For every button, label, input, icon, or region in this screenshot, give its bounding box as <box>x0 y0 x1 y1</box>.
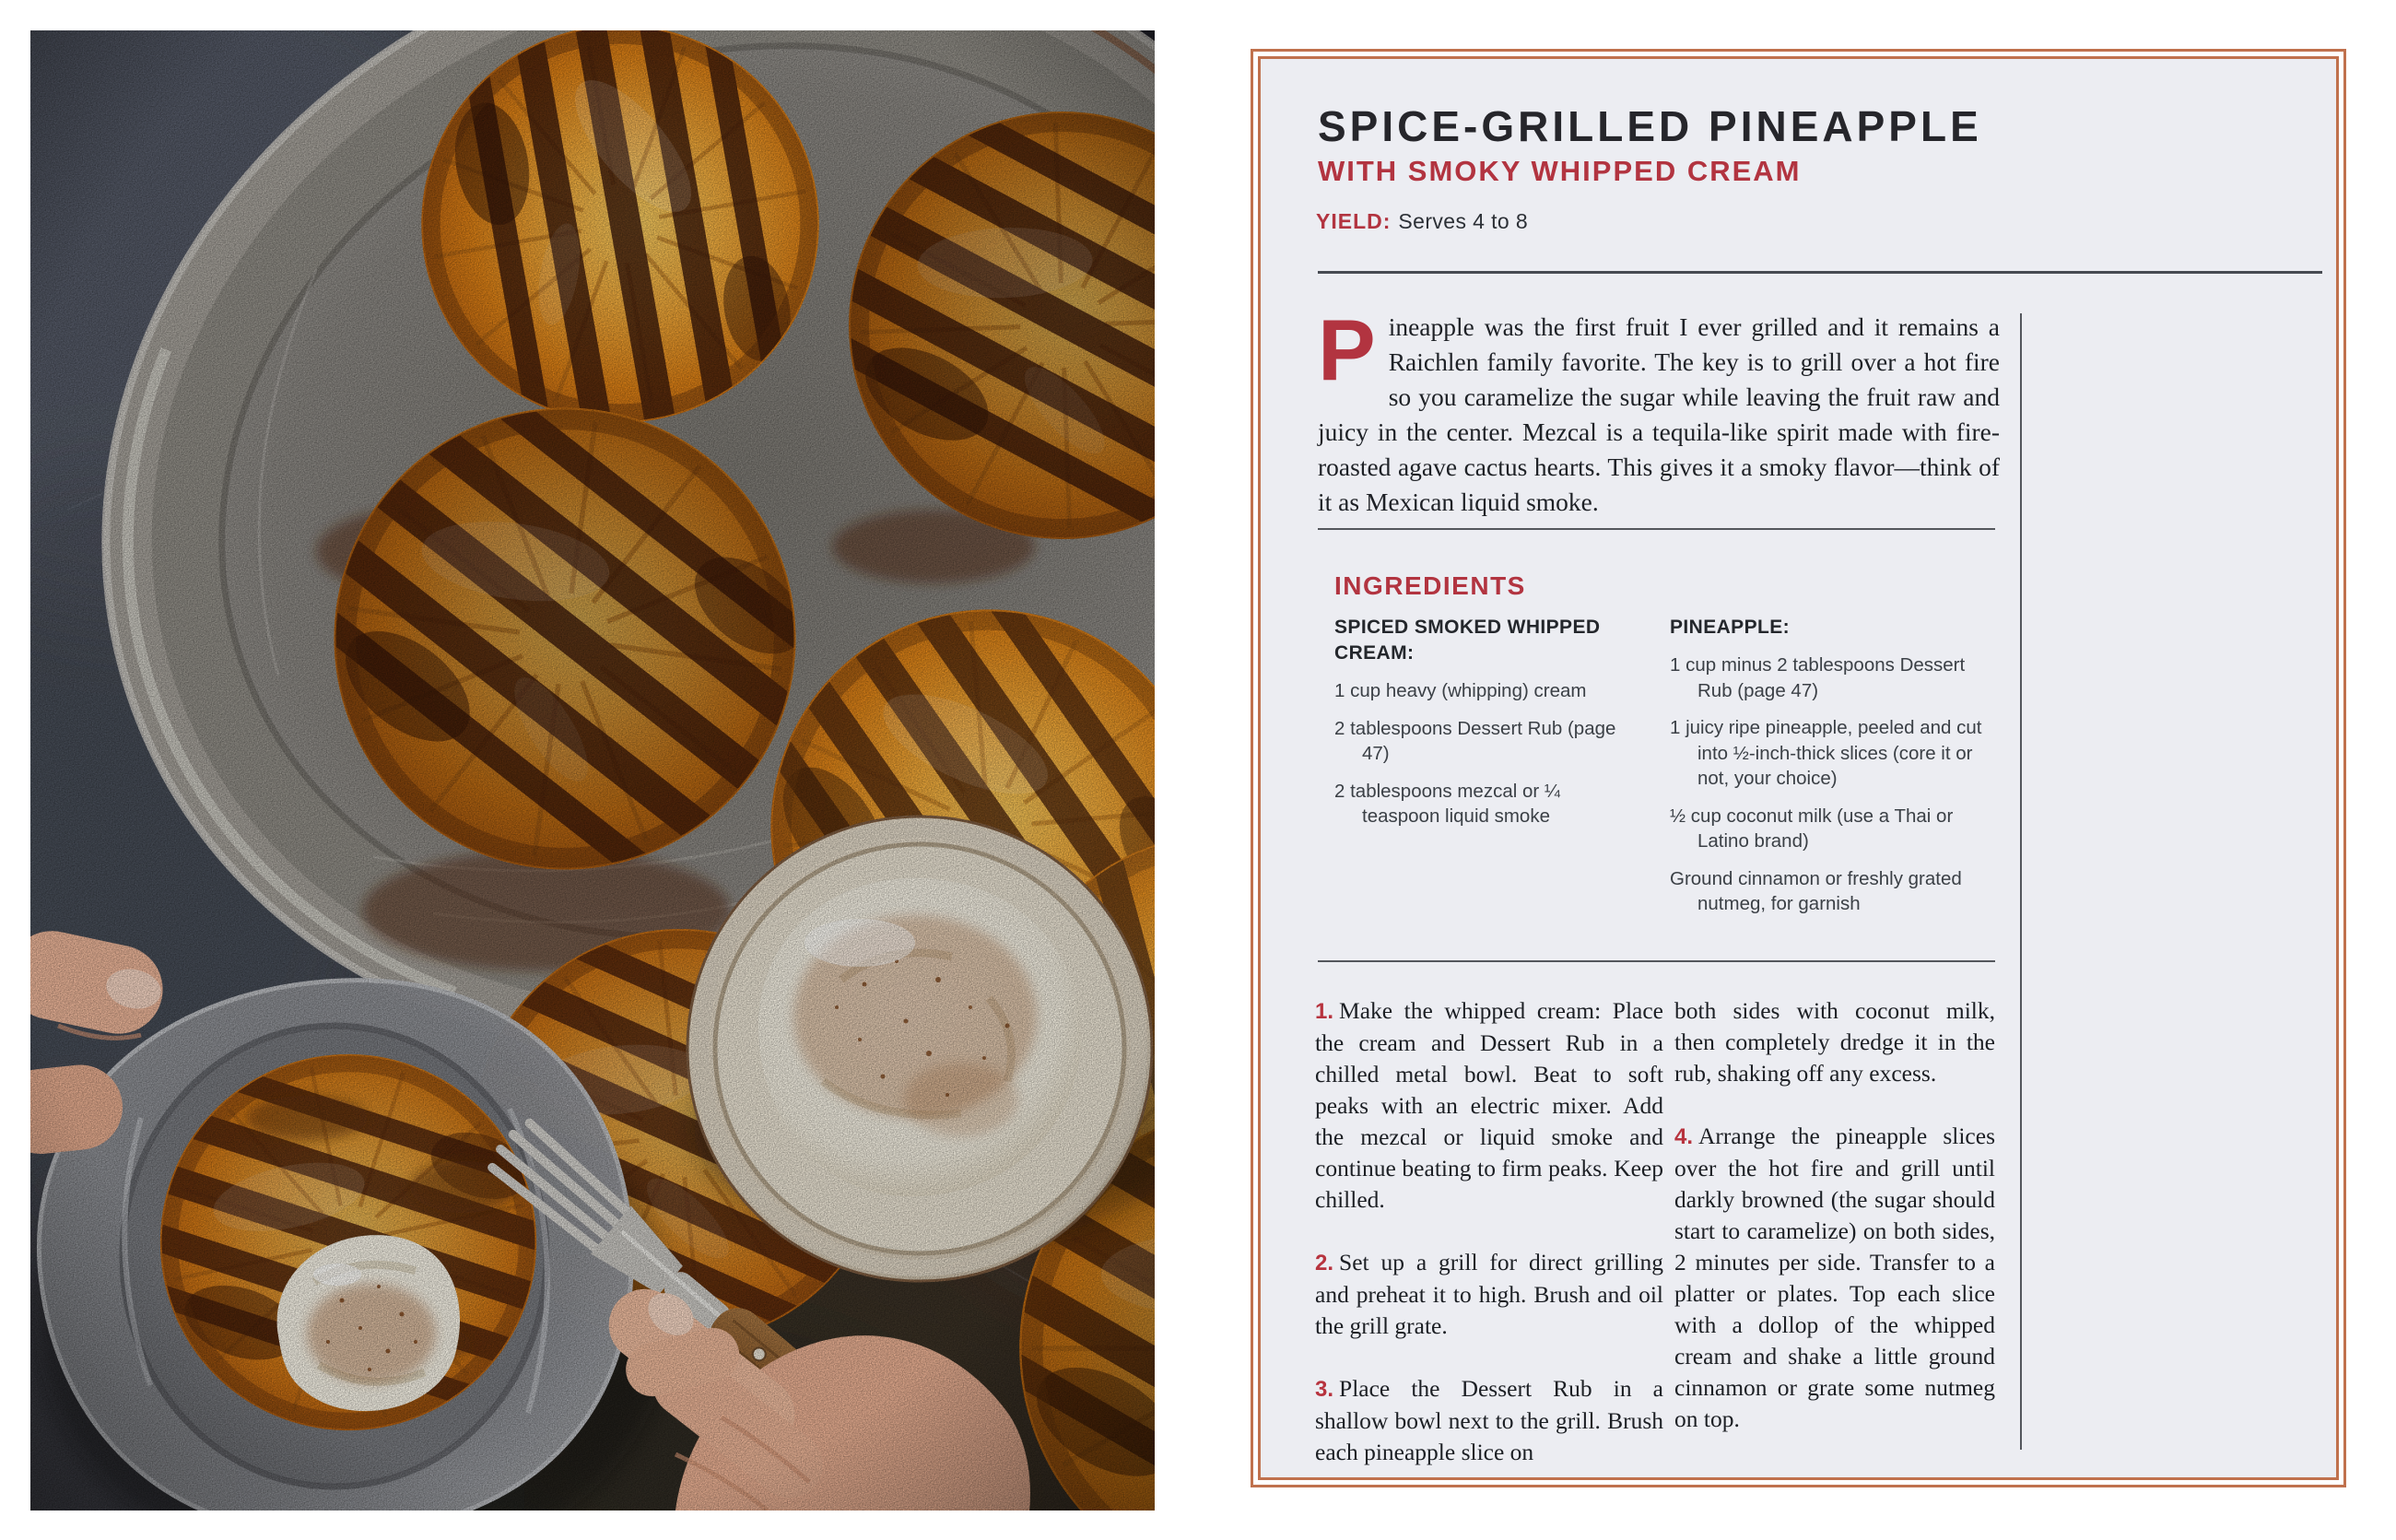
intro-paragraph <box>1318 301 2000 520</box>
ingredient-item: ½ cup coconut milk (use a Thai or Latino brand) <box>1670 805 1954 852</box>
step-number: 2. <box>1315 1251 1334 1275</box>
divider-rule-top <box>1318 271 2322 274</box>
ingredient-item: 1 cup heavy (whipping) cream <box>1334 680 1587 701</box>
step-number: 1. <box>1315 999 1334 1024</box>
intro-text: ineapple was the first fruit I ever grilled and it remains a Raichlen family favorite. The key is to grill over a hot fire so you caramelize the sugar while leaving the fruit raw and juicy in the center. Mezcal is a tequila-like spirit made with fire-roasted agave cactus hearts. This gives it a smoky flavor—think of it as Mexican liquid smoke. <box>1318 312 2000 516</box>
step-text: Place the Dessert Rub in a shallow bowl next to the grill. Brush each pineapple slice on <box>1315 1375 1663 1465</box>
recipe-page-border <box>1251 49 2346 1487</box>
step-text: Set up a grill for direct grilling and preheat it to high. Brush and oil the grill grate. <box>1315 1249 1663 1339</box>
steps-column-1 <box>1315 995 1663 1499</box>
ingredient-column-header: SPICED SMOKED WHIPPED CREAM: <box>1334 617 1601 664</box>
divider-rule-ingredients-bottom <box>1318 960 1995 962</box>
yield-value: Serves 4 to 8 <box>1398 209 1529 233</box>
ingredient-item: 1 cup minus 2 tablespoons Dessert Rub (page 47) <box>1670 654 1966 701</box>
step <box>1674 1121 1995 1435</box>
photo-grain <box>30 30 1155 1511</box>
step-number: 4. <box>1674 1124 1694 1149</box>
step <box>1315 1247 1663 1342</box>
step-continuation <box>1674 995 1995 1089</box>
ingredient-column-header: PINEAPPLE: <box>1670 617 1791 638</box>
yield-line <box>1316 209 1528 234</box>
step-text: both sides with coconut milk, then completely dredge it in the rub, shaking off any excess. <box>1674 997 1995 1087</box>
drop-cap: P <box>1318 301 1376 398</box>
step <box>1315 995 1663 1216</box>
ingredient-item: 2 tablespoons Dessert Rub (page 47) <box>1334 717 1616 764</box>
ingredients-heading: INGREDIENTS <box>1334 571 1526 600</box>
step-text: Arrange the pineapple slices over the hot fire and grill until darkly browned (the sugar should start to caramelize) on both sides, 2 minutes per side. Transfer to a platter or plates. Top each slice with a dollop of the whipped cream and shake a little ground cinnamon or grate some nutmeg on top. <box>1674 1123 1995 1432</box>
recipe-title: SPICE-GRILLED PINEAPPLE <box>1318 102 1982 150</box>
steps-column-2 <box>1674 995 1995 1466</box>
yield-label: YIELD: <box>1316 209 1392 233</box>
ingredient-item: 1 juicy ripe pineapple, peeled and cut into ½-inch-thick slices (core it or not, your choice) <box>1670 717 1982 789</box>
ingredient-column-cream <box>1334 615 1638 829</box>
ingredient-item: Ground cinnamon or freshly grated nutmeg, for garnish <box>1670 867 1962 914</box>
step-text: Make the whipped cream: Place the cream and Dessert Rub in a chilled metal bowl. Beat to soft peaks with an electric mixer. Add the mezcal or liquid smoke and continue beating to firm peaks. Keep chilled. <box>1315 997 1663 1213</box>
ingredient-item: 2 tablespoons mezcal or ¼ teaspoon liquid smoke <box>1334 780 1560 827</box>
step-number: 3. <box>1315 1377 1334 1402</box>
recipe-page <box>1258 56 2339 1480</box>
step <box>1315 1373 1663 1468</box>
margin-column-rule <box>2020 313 2022 1450</box>
grilled-pineapple-photo <box>30 30 1155 1511</box>
ingredient-column-pineapple <box>1670 615 1997 917</box>
divider-rule-ingredients-top <box>1318 528 1995 530</box>
recipe-subtitle: WITH SMOKY WHIPPED CREAM <box>1318 155 1802 187</box>
